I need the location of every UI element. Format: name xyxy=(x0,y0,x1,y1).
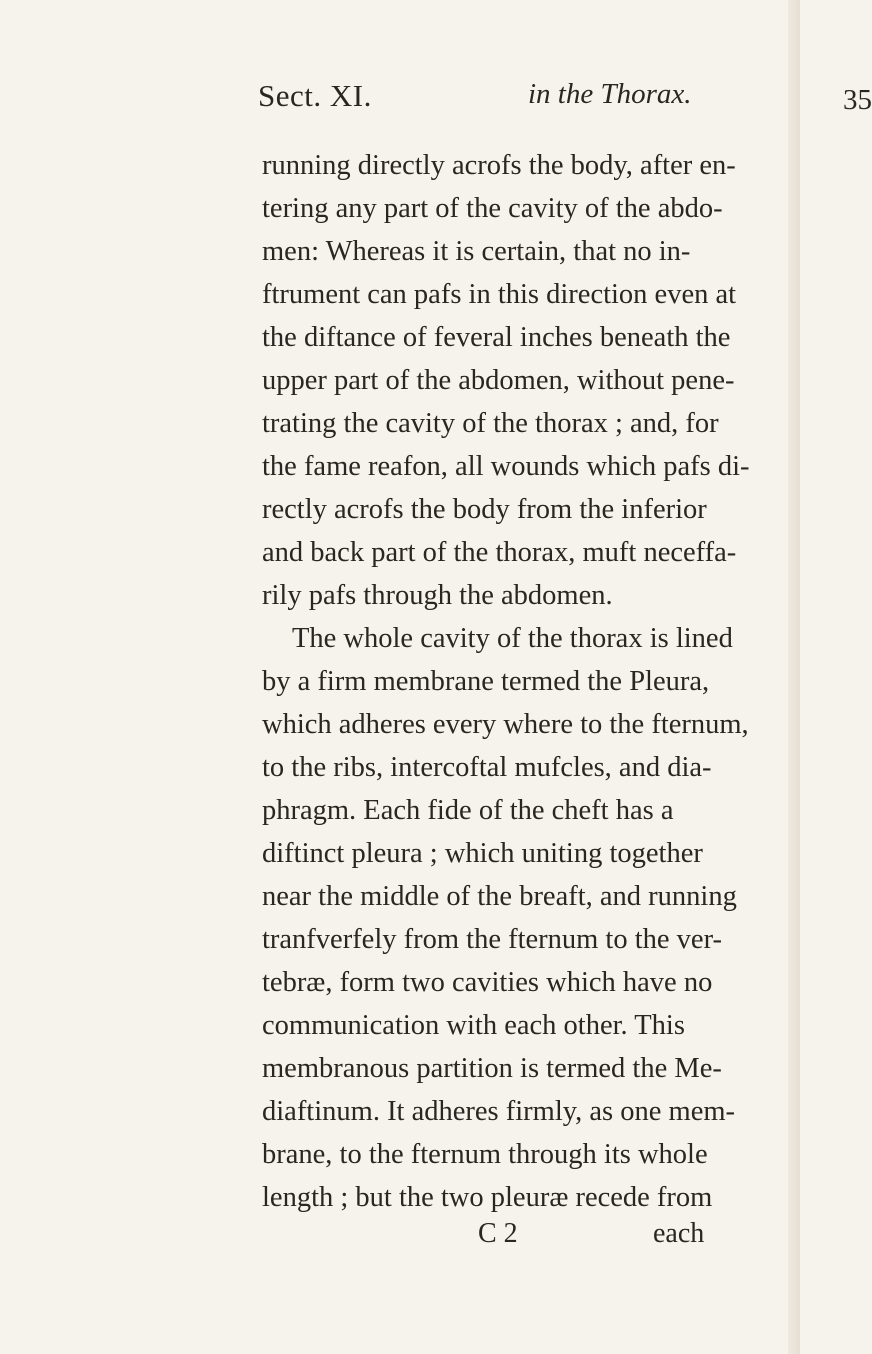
text-line: membranous partition is termed the Me- xyxy=(262,1053,722,1084)
text-line: ftrument can pafs in this direction even at xyxy=(262,279,737,310)
catchword: each xyxy=(653,1218,705,1249)
paragraph-start-line: The whole cavity of the thorax is lined xyxy=(292,623,733,654)
signature-mark: C 2 xyxy=(478,1218,518,1249)
text-line: phragm. Each fide of the cheft has a xyxy=(262,795,674,826)
text-line: tebræ, form two cavities which have no xyxy=(262,967,713,998)
text-line: diaftinum. It adheres firmly, as one mem- xyxy=(262,1096,736,1127)
text-line: to the ribs, intercoftal mufcles, and dia- xyxy=(262,752,712,783)
text-line: upper part of the abdomen, without pene- xyxy=(262,365,735,396)
text-line: which adheres every where to the fternum, xyxy=(262,709,749,740)
page-number: 35 xyxy=(843,84,872,116)
text-line: near the middle of the breaft, and running xyxy=(262,881,737,912)
page-header xyxy=(258,78,872,128)
text-line: by a firm membrane termed the Pleura, xyxy=(262,666,710,697)
text-line: rectly acrofs the body from the inferior xyxy=(262,494,707,525)
page-edge xyxy=(788,0,800,1354)
text-line: communication with each other. This xyxy=(262,1010,685,1041)
text-line: and back part of the thorax, muft neceffa- xyxy=(262,537,737,568)
text-line: running directly acrofs the body, after en- xyxy=(262,150,736,181)
page-footer xyxy=(0,1218,800,1258)
section-heading: Sect. XI. xyxy=(258,78,372,113)
text-line: the fame reafon, all wounds which pafs di- xyxy=(262,451,750,482)
text-line: brane, to the fternum through its whole xyxy=(262,1139,708,1170)
text-line: length ; but the two pleuræ recede from xyxy=(262,1182,713,1213)
text-line: tranfverfely from the fternum to the ver- xyxy=(262,924,722,955)
text-line: the diftance of feveral inches beneath the xyxy=(262,322,731,353)
text-line: men: Whereas it is certain, that no in- xyxy=(262,236,691,267)
text-line: tering any part of the cavity of the abdo- xyxy=(262,193,723,224)
text-line: rily pafs through the abdomen. xyxy=(262,580,613,611)
running-title: in the Thorax. xyxy=(528,78,692,110)
text-line: diftinct pleura ; which uniting together xyxy=(262,838,703,869)
text-line: trating the cavity of the thorax ; and, for xyxy=(262,408,719,439)
